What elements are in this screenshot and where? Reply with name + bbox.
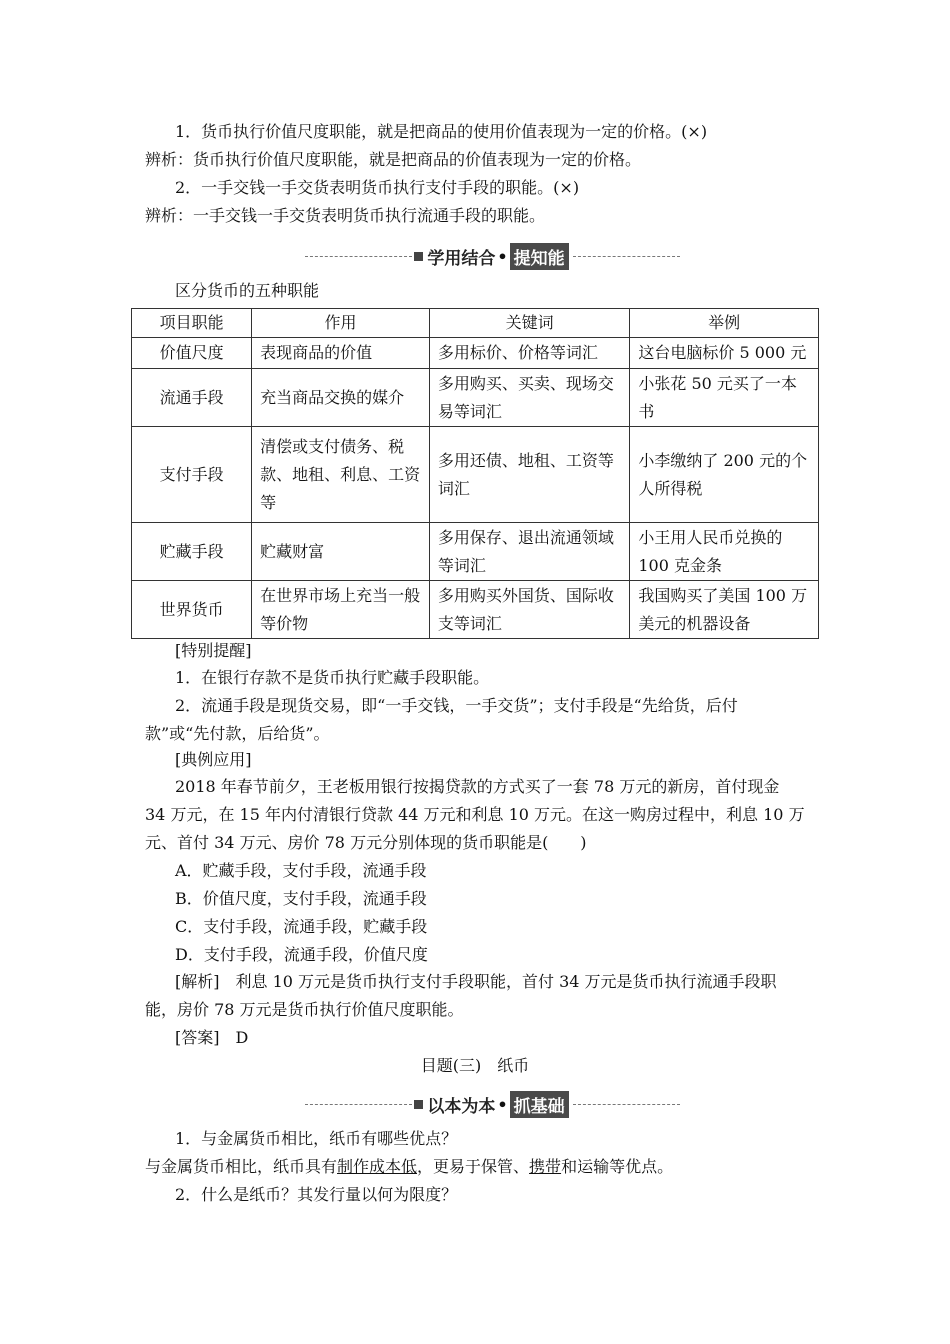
banner-text: 学用结合 [427,248,496,269]
table-row [132,427,819,523]
answer-text: 和运输 [561,1157,610,1176]
example-question-line: 2018 年春节前夕，王老板用银行按揭贷款的方式买了一套 78 万元的新房，首付现金 [175,777,780,796]
intro-question-2: 2．一手交钱一手交货表明货币执行支付手段的职能。(×) [175,178,580,197]
example-question-line: 34 万元，在 15 年内付清银行贷款 44 万元和利息 10 万元。在这一购房过程中，利息 10 万 [145,805,805,824]
function-role: 贮藏财富 [252,523,430,581]
option-d: D．支付手段，流通手段，价值尺度 [175,945,428,964]
paper-answer-1 [145,1153,673,1181]
paper-question-2: 2．什么是纸币？其发行量以何为限度？ [175,1185,458,1204]
function-keywords: 多用保存、退出流通领域等词汇 [429,523,630,581]
function-example: 我国购买了美国 100 万美元的机器设备 [630,581,819,639]
function-role: 充当商品交换的媒介 [252,369,430,427]
banner-text: 以本为本 [427,1096,496,1117]
section-title: 区分货币的五种职能 [175,281,320,300]
function-keywords: 多用购买、买卖、现场交易等词汇 [429,369,630,427]
function-name: 贮藏手段 [132,523,252,581]
function-role: 清偿或支付债务、税款、地租、利息、工资等 [252,427,430,523]
function-name: 世界货币 [132,581,252,639]
banner-left-rule [305,1104,412,1105]
answer-text: 与金属货币相比，纸币具有 [145,1157,338,1176]
answer-line: [答案] D [175,1028,249,1047]
table-row [132,338,819,369]
function-keywords: 多用标价、价格等词汇 [429,338,630,369]
table-header-row [132,309,819,338]
function-keywords: 多用还债、地租、工资等词汇 [429,427,630,523]
banner-dot: • [497,246,508,266]
section-banner-2 [305,1090,680,1118]
underlined-answer: 制作成本低 [337,1157,418,1176]
answer-text: 等优点。 [609,1157,674,1176]
table-row [132,369,819,427]
intro-question-1: 1．货币执行价值尺度职能，就是把商品的使用价值表现为一定的价格。(×) [175,122,708,141]
function-example: 小王用人民币兑换的 100 克金条 [630,523,819,581]
analysis-line: 能，房价 78 万元是货币执行价值尺度职能。 [145,1000,464,1019]
underlined-answer: 携带 [529,1157,562,1176]
function-name: 价值尺度 [132,338,252,369]
section-banner-1 [305,242,680,270]
intro-analysis-1: 辨析：货币执行价值尺度职能，就是把商品的价值表现为一定的价格。 [145,150,642,169]
function-example: 这台电脑标价 5 000 元 [630,338,819,369]
example-question-line: 元、首付 34 万元、房价 78 万元分别体现的货币职能是( ) [145,833,587,852]
subsection-title: 目题(三) 纸币 [420,1056,530,1075]
option-a: A．贮藏手段，支付手段，流通手段 [175,861,427,880]
example-label: [典例应用] [175,750,252,769]
banner-dot: • [497,1094,508,1114]
table-row [132,581,819,639]
reminder-point-1: 1．在银行存款不是货币执行贮藏手段职能。 [175,668,490,687]
table-header-cell: 举例 [630,309,819,338]
table-header-cell: 项目职能 [132,309,252,338]
function-example: 小张花 50 元买了一本书 [630,369,819,427]
table-header-cell: 作用 [252,309,430,338]
banner-highlight: 提知能 [510,243,569,270]
banner-square-icon [414,252,423,261]
reminder-point-2: 2．流通手段是现货交易，即“一手交钱，一手交货”；支付手段是“先给货，后付 [175,696,738,715]
function-example: 小李缴纳了 200 元的个人所得税 [630,427,819,523]
function-keywords: 多用购买外国货、国际收支等词汇 [429,581,630,639]
banner-square-icon [414,1100,423,1109]
banner-left-rule [305,256,412,257]
functions-table [131,308,819,639]
function-name: 支付手段 [132,427,252,523]
intro-analysis-2: 辨析：一手交钱一手交货表明货币执行流通手段的职能。 [145,206,546,225]
reminder-label: [特别提醒] [175,641,252,660]
answer-text: ，更易于保管、 [417,1157,530,1176]
banner-right-rule [573,1104,680,1105]
function-role: 在世界市场上充当一般等价物 [252,581,430,639]
analysis-line: [解析] 利息 10 万元是货币执行支付手段职能，首付 34 万元是货币执行流通手段职 [175,972,777,991]
table-row [132,523,819,581]
option-b: B．价值尺度，支付手段，流通手段 [175,889,427,908]
banner-right-rule [573,256,680,257]
reminder-point-2-cont: 款”或“先付款，后给货”。 [145,724,330,743]
option-c: C．支付手段，流通手段，贮藏手段 [175,917,428,936]
function-role: 表现商品的价值 [252,338,430,369]
table-header-cell: 关键词 [429,309,630,338]
paper-question-1: 1．与金属货币相比，纸币有哪些优点？ [175,1129,458,1148]
function-name: 流通手段 [132,369,252,427]
banner-highlight: 抓基础 [510,1091,569,1118]
